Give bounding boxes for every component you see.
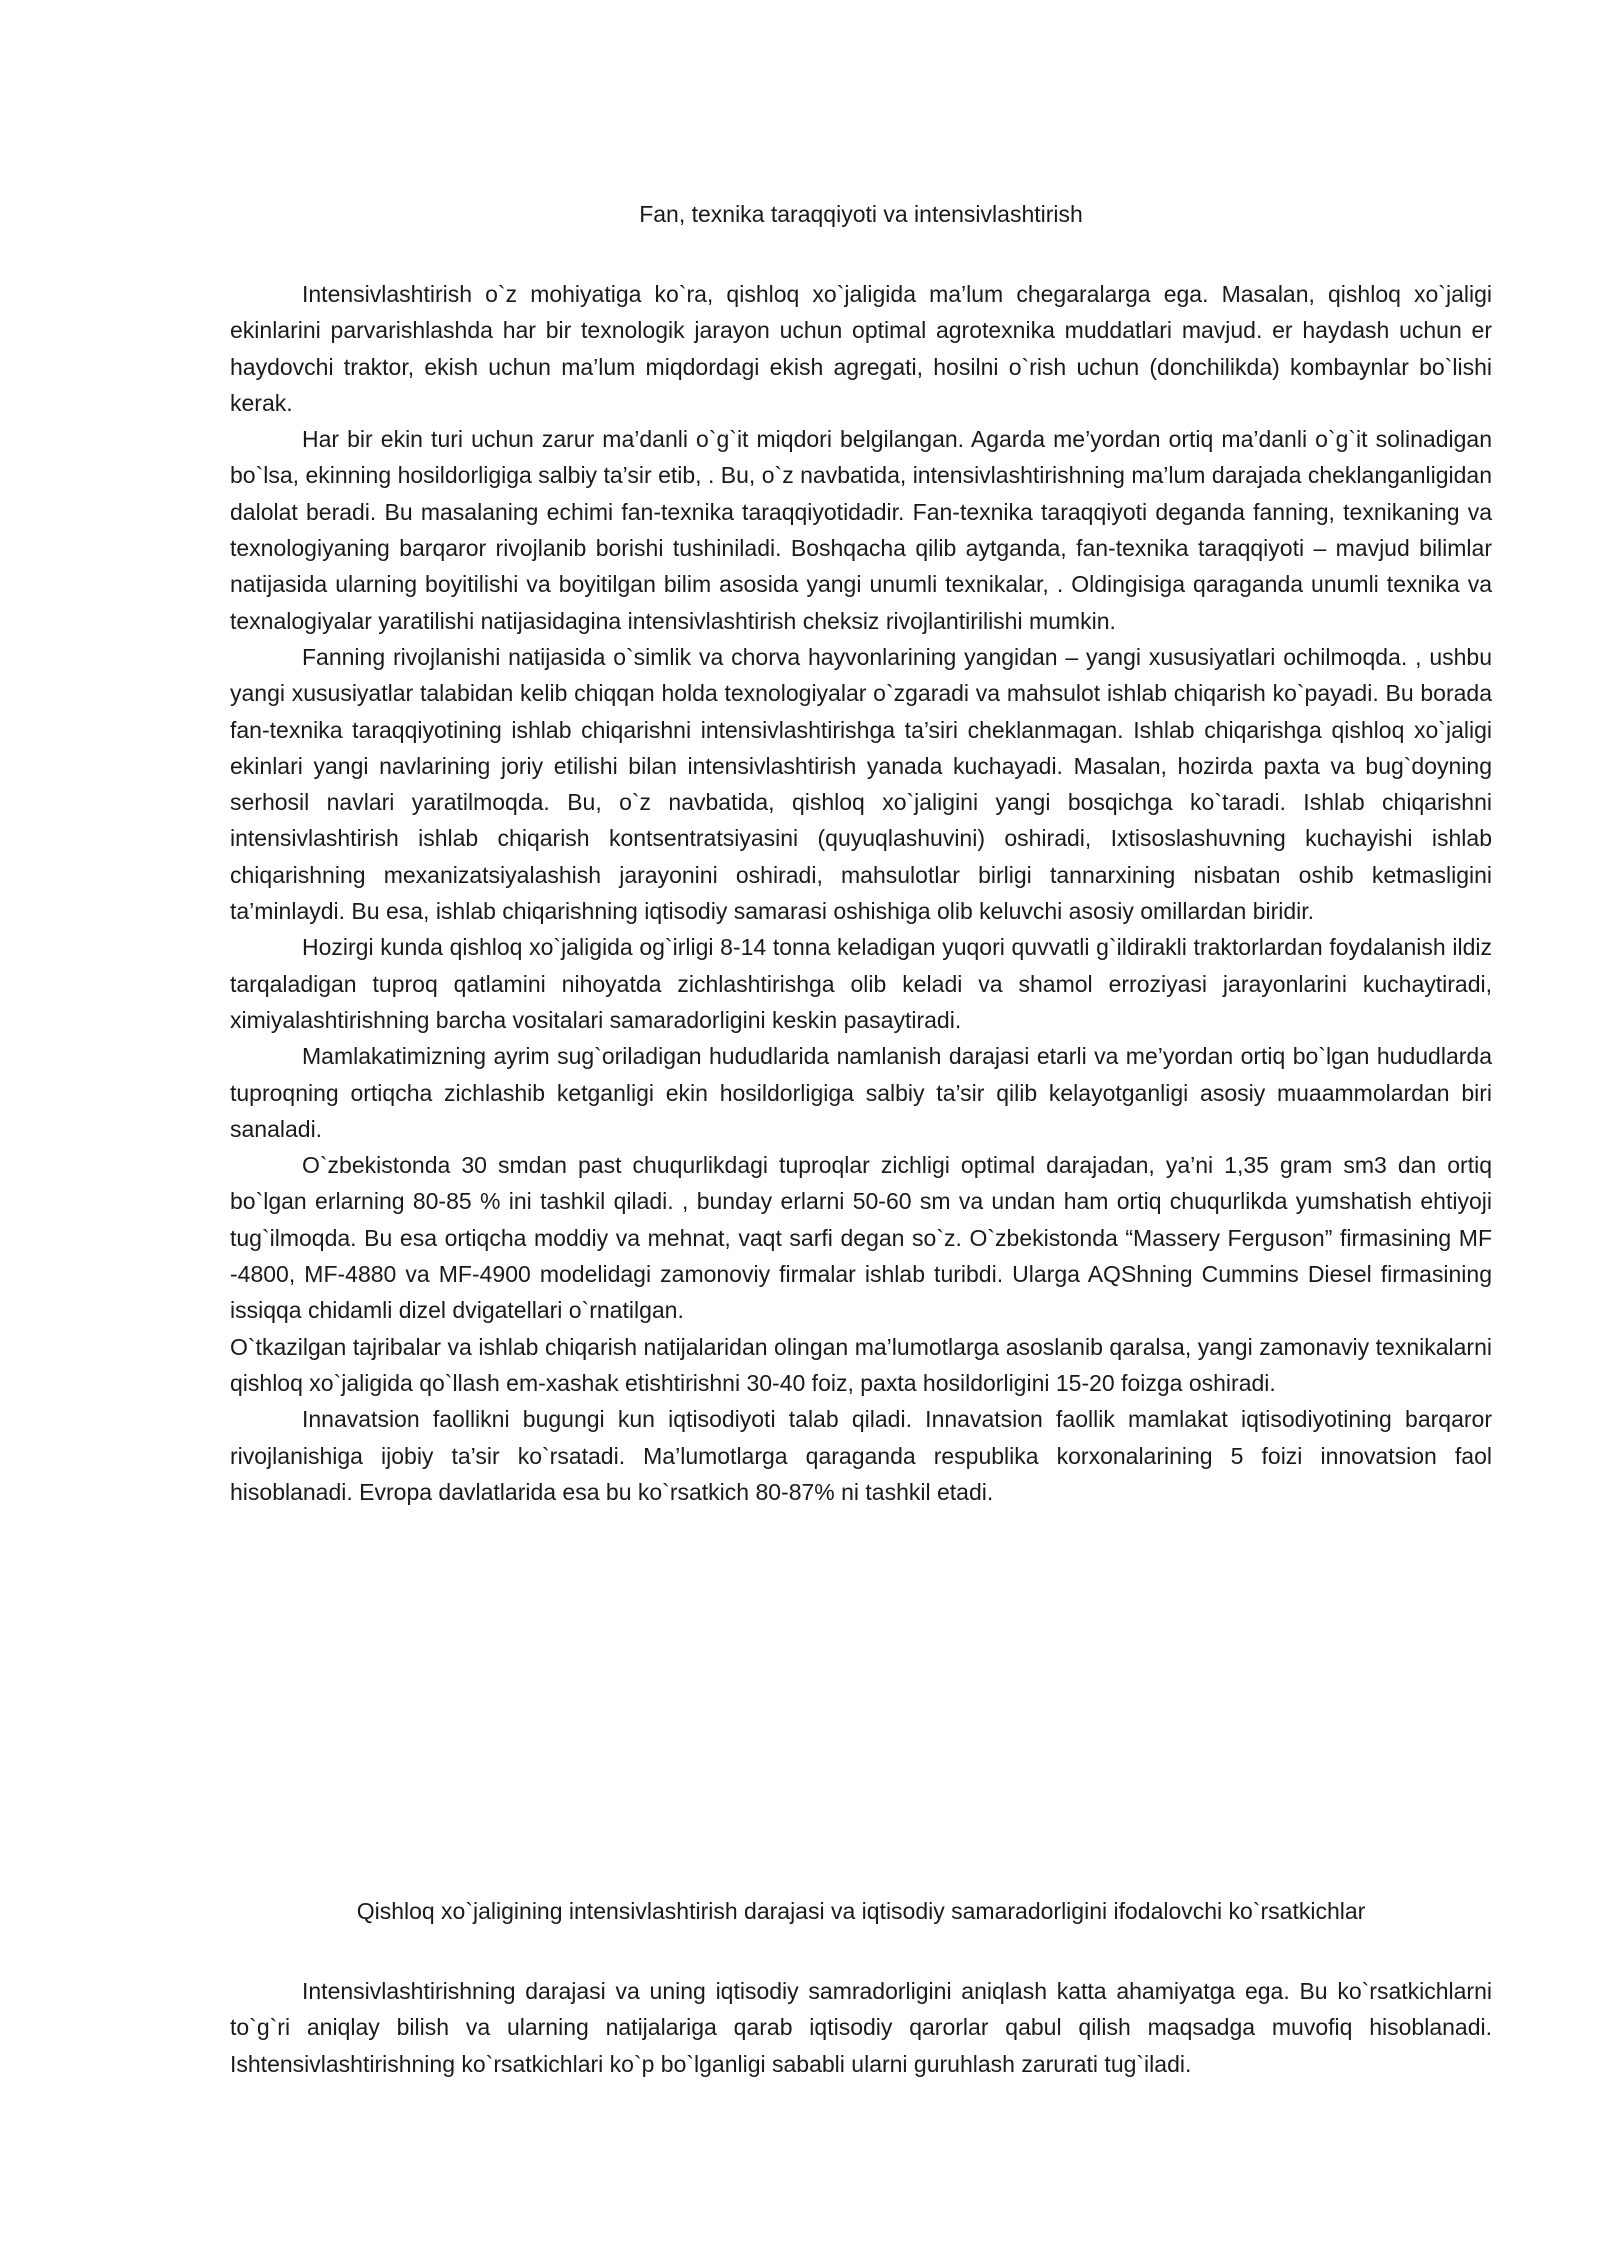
paragraph: Innavatsion faollikni bugungi kun iqtisodiyoti talab qiladi. Innavatsion faollik mamlakat iqtisodiyotining barqaror rivojlanishiga ijobiy ta’sir ko`rsatadi. Ma’lumotlarga qaraganda respublika korxonalarining 5 foizi innovatsion faol hisoblanadi. Evropa davlatlarida esa bu ko`rsatkich 80-87% ni tashkil etadi. <box>230 1406 1492 1505</box>
section-body-1 <box>230 276 1492 1510</box>
paragraph: O`tkazilgan tajribalar va ishlab chiqarish natijalaridan olingan ma’lumotlarga asoslanib qaralsa, yangi zamonaviy texnikalarni qishloq xo`jaligida qo`llash em-xashak etishtirishni 30-40 foiz, paxta hosildorligini 15-20 foizga oshiradi. <box>230 1333 1492 1396</box>
paragraph: Har bir ekin turi uchun zarur ma’danli o`g`it miqdori belgilangan. Agarda me’yordan ortiq ma’danli o`g`it solinadigan bo`lsa, ekinning hosildorligiga salbiy ta’sir etib, . Bu, o`z navbatida, intensivlashtirishning ma’lum darajada cheklanganligidan dalolat beradi. Bu masalaning echimi fan-texnika taraqqiyotidadir. Fan-texnika taraqqiyoti deganda fanning, texnikaning va texnologiyaning barqaror rivojlanib borishi tushiniladi. Boshqacha qilib aytganda, fan-texnika taraqqiyoti – mavjud bilimlar natijasida ularning boyitilishi va boyitilgan bilim asosida yangi unumli texnikalar, . Oldingisiga qaraganda unumli texnika va texnalogiyalar yaratilishi natijasidagina intensivlashtirish cheksiz rivojlantirilishi mumkin. <box>230 426 1492 634</box>
section-body-2 <box>230 1973 1492 2082</box>
section-subtitle: Qishloq xo`jaligining intensivlashtirish darajasi va iqtisodiy samaradorligini ifodalovchi ko`rsatkichlar <box>356 1898 1366 1924</box>
paragraph: Intensivlashtirishning darajasi va uning iqtisodiy samradorligini aniqlash katta ahamiyatga ega. Bu ko`rsatkichlarni to`g`ri aniqlay bilish va ularning natijalariga qarab iqtisodiy qarorlar qabul qilish maqsadga muvofiq hisoblanadi. Ishtensivlashtirishning ko`rsatkichlari ko`p bo`lganligi sababli ularni guruhlash zarurati tug`iladi. <box>230 1978 1492 2077</box>
document-title: Fan, texnika taraqqiyoti va intensivlashtirish <box>639 201 1083 227</box>
paragraph: Fanning rivojlanishi natijasida o`simlik va chorva hayvonlarining yangidan – yangi xususiyatlari ochilmoqda. , ushbu yangi xususiyatlar talabidan kelib chiqqan holda texnologiyalar o`zgaradi va mahsulot ishlab chiqarish ko`payadi. Bu borada fan-texnika taraqqiyotining ishlab chiqarishni intensivlashtirishga ta’siri cheklanmagan. Ishlab chiqarishga qishloq xo`jaligi ekinlari yangi navlarining joriy etilishi bilan intensivlashtirish yanada kuchayadi. Masalan, hozirda paxta va bug`doyning serhosil navlari yaratilmoqda. Bu, o`z navbatida, qishloq xo`jaligini yangi bosqichga ko`taradi. Ishlab chiqarishni intensivlashtirish ishlab chiqarish kontsentratsiyasini (quyuqlashuvini) oshiradi, Ixtisoslashuvning kuchayishi ishlab chiqarishning mexanizatsiyalashish jarayonini oshiradi, mahsulotlar birligi tannarxining nisbatan oshib ketmasligini ta’minlaydi. Bu esa, ishlab chiqarishning iqtisodiy samarasi oshishiga olib keluvchi asosiy omillardan biridir. <box>230 643 1492 925</box>
paragraph: Intensivlashtirish o`z mohiyatiga ko`ra, qishloq xo`jaligida ma’lum chegaralarga ega. Masalan, qishloq xo`jaligi ekinlarini parvarishlashda har bir texnologik jarayon uchun optimal agrotexnika muddatlari mavjud. er haydash uchun er haydovchi traktor, ekish uchun ma’lum miqdordagi ekish agregati, hosilni o`rish uchun (donchilikda) kombaynlar bo`lishi kerak. <box>230 281 1492 416</box>
paragraph: O`zbekistonda 30 smdan past chuqurlikdagi tuproqlar zichligi optimal darajadan, ya’ni 1,35 gram sm3 dan ortiq bo`lgan erlarning 80-85 % ini tashkil qiladi. , bunday erlarni 50-60 sm va undan ham ortiq chuqurlikda yumshatish ehtiyoji tug`ilmoqda. Bu esa ortiqcha moddiy va mehnat, vaqt sarfi degan so`z. O`zbekistonda “Massery Ferguson” firmasining MF -4800, MF-4880 va MF-4900 modelidagi zamonoviy firmalar ishlab turibdi. Ularga AQShning Cummins Diesel firmasining issiqqa chidamli dizel dvigatellari o`rnatilgan. <box>230 1152 1492 1324</box>
paragraph: Hozirgi kunda qishloq xo`jaligida og`irligi 8-14 tonna keladigan yuqori quvvatli g`ildirakli traktorlardan foydalanish ildiz tarqaladigan tuproq qatlamini nihoyatda zichlashtirishga olib keladi va shamol erroziyasi jarayonlarini kuchaytiradi, ximiyalashtirishning barcha vositalari samaradorligini keskin pasaytiradi. <box>230 934 1492 1033</box>
paragraph: Mamlakatimizning ayrim sug`oriladigan hududlarida namlanish darajasi etarli va me’yordan ortiq bo`lgan hududlarda tuproqning ortiqcha zichlashib ketganligi ekin hosildorligiga salbiy ta’sir qilib kelayotganligi asosiy muaammolardan biri sanaladi. <box>230 1043 1492 1142</box>
